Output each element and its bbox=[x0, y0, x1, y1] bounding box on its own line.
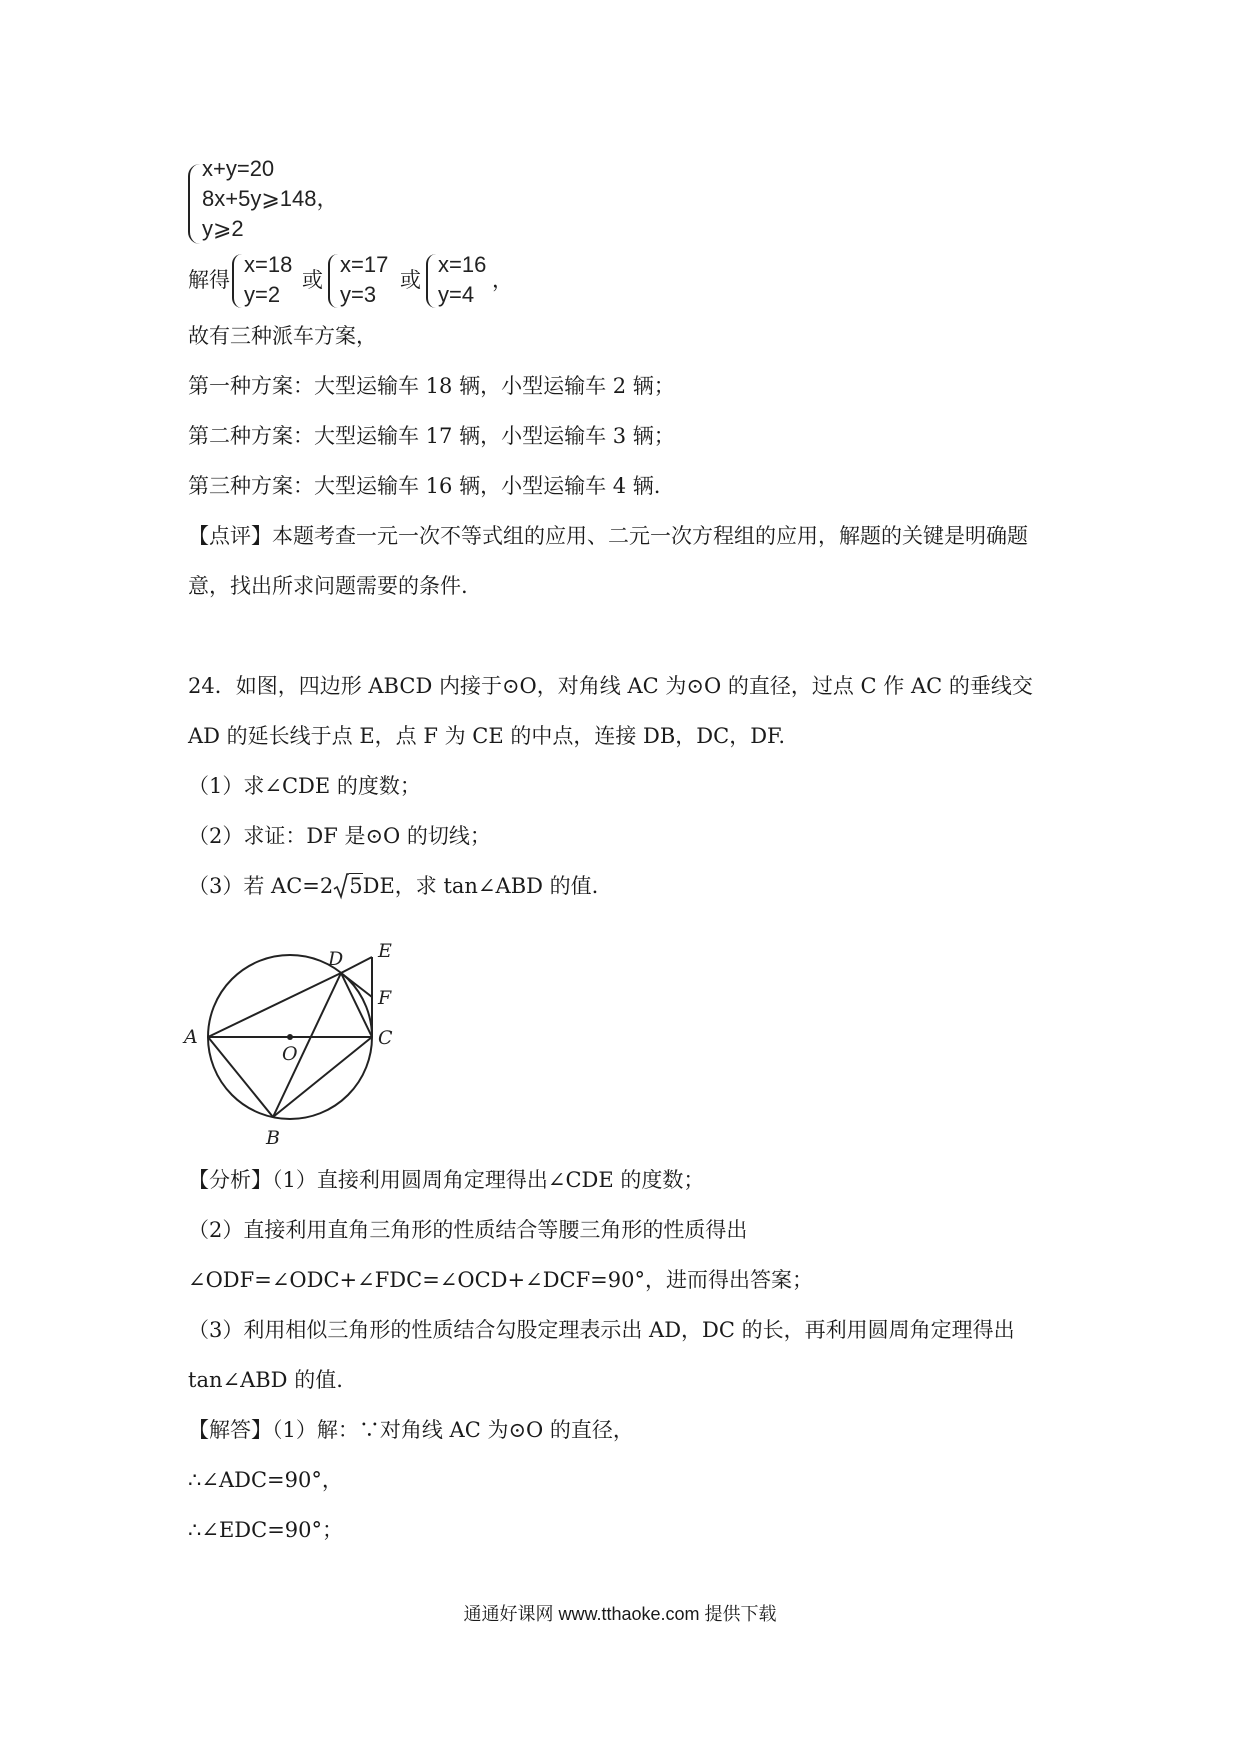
solution-2-y: y=3 bbox=[340, 282, 377, 307]
solution-3-y: y=4 bbox=[438, 282, 475, 307]
label-e: E bbox=[378, 940, 392, 962]
question-line: 24．如图，四边形 ABCD 内接于⊙O，对角线 AC 为⊙O 的直径，过点 C 作 AC 的垂线交 bbox=[188, 674, 1033, 698]
system-brace bbox=[188, 164, 200, 244]
solution-row bbox=[188, 250, 588, 312]
text-line: 第一种方案：大型运输车 18 辆，小型运输车 2 辆； bbox=[188, 374, 675, 398]
sqrt-radicand: 5 bbox=[349, 874, 363, 898]
solution-1-x: x=18 bbox=[244, 252, 293, 277]
label-a: A bbox=[184, 1026, 198, 1048]
analysis-line: ∠ODF=∠ODC+∠FDC=∠OCD+∠DCF=90°，进而得出答案； bbox=[188, 1268, 813, 1292]
question-part-3-a: （3）若 AC=2 bbox=[188, 874, 334, 898]
comment-line: 【点评】本题考查一元一次不等式组的应用、二元一次方程组的应用，解题的关键是明确题 bbox=[188, 524, 1028, 548]
text-line: 故有三种派车方案， bbox=[188, 324, 377, 348]
answer-line: ∴∠ADC=90°， bbox=[188, 1468, 343, 1492]
analysis-line: 【分析】（1）直接利用圆周角定理得出∠CDE 的度数； bbox=[188, 1168, 705, 1192]
geometry-figure bbox=[184, 930, 408, 1150]
center-point bbox=[287, 1034, 293, 1040]
inequality-line-2: 8x+5y⩾148， bbox=[202, 186, 339, 211]
solution-3-x: x=16 bbox=[438, 252, 487, 277]
comment-line: 意，找出所求问题需要的条件. bbox=[188, 574, 468, 598]
solution-prefix: 解得 bbox=[188, 268, 230, 292]
label-b: B bbox=[266, 1127, 280, 1149]
solution-1-y: y=2 bbox=[244, 282, 281, 307]
line-de bbox=[341, 957, 372, 973]
or-1: 或 bbox=[302, 268, 323, 292]
inequality-line-1: x+y=20 bbox=[202, 156, 275, 181]
label-o: O bbox=[282, 1043, 298, 1065]
analysis-line: （3）利用相似三角形的性质结合勾股定理表示出 AD，DC 的长，再利用圆周角定理得出 bbox=[188, 1318, 1015, 1342]
analysis-line: tan∠ABD 的值. bbox=[188, 1368, 343, 1392]
question-part-2: （2）求证：DF 是⊙O 的切线； bbox=[188, 824, 491, 848]
question-line: AD 的延长线于点 E，点 F 为 CE 的中点，连接 DB，DC，DF. bbox=[188, 724, 786, 748]
label-f: F bbox=[378, 987, 392, 1009]
answer-line: 【解答】（1）解：∵对角线 AC 为⊙O 的直径， bbox=[188, 1418, 634, 1442]
question-part-1: （1）求∠CDE 的度数； bbox=[188, 774, 421, 798]
footer-watermark: 通通好课网 www.tthaoke.com 提供下载 bbox=[463, 1604, 777, 1624]
answer-line: ∴∠EDC=90°； bbox=[188, 1518, 344, 1542]
analysis-line: （2）直接利用直角三角形的性质结合等腰三角形的性质得出 bbox=[188, 1218, 748, 1242]
question-part-3-c: DE，求 tan∠ABD 的值. bbox=[362, 874, 599, 898]
solution-brace-1 bbox=[232, 254, 242, 308]
label-c: C bbox=[378, 1027, 393, 1049]
label-d: D bbox=[328, 948, 344, 970]
inequality-line-3: y⩾2 bbox=[202, 216, 244, 241]
or-2: 或 bbox=[400, 268, 421, 292]
text-line: 第三种方案：大型运输车 16 辆，小型运输车 4 辆. bbox=[188, 474, 661, 498]
text-line: 第二种方案：大型运输车 17 辆，小型运输车 3 辆； bbox=[188, 424, 675, 448]
question-part-3 bbox=[188, 872, 598, 900]
line-df bbox=[341, 973, 372, 997]
line-dc bbox=[341, 973, 372, 1037]
solution-suffix: ， bbox=[492, 268, 513, 292]
sqrt-sign bbox=[333, 872, 362, 900]
solution-brace-3 bbox=[426, 254, 436, 308]
solution-2-x: x=17 bbox=[340, 252, 389, 277]
solution-brace-2 bbox=[328, 254, 338, 308]
